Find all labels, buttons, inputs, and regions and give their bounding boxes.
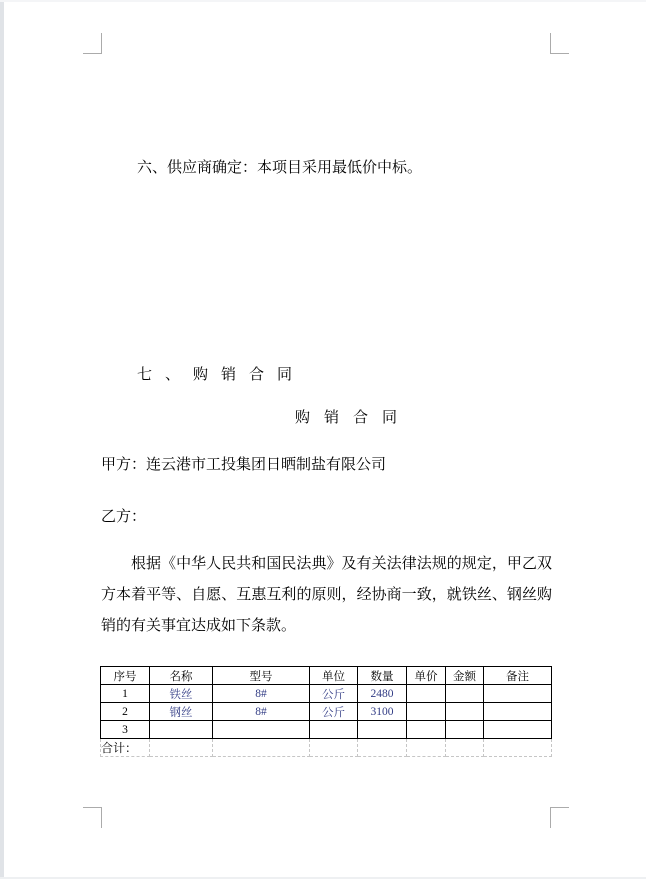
cell-model[interactable] [213, 721, 310, 739]
header-cell-remark[interactable]: 备注 [484, 667, 552, 685]
margin-crop-mark-top-left [83, 33, 102, 54]
total-empty-cell[interactable] [484, 739, 552, 757]
cell-remark[interactable] [484, 685, 552, 703]
intro-paragraph[interactable]: 根据《中华人民共和国民法典》及有关法律法规的规定，甲乙双方本着平等、自愿、互惠互利的原则，经协商一致，就铁丝、钢丝购销的有关事宜达成如下条款。 [101, 556, 552, 634]
cell-name[interactable]: 钢丝 [150, 703, 213, 721]
total-empty-cell[interactable] [358, 739, 407, 757]
header-cell-unit-price[interactable]: 单价 [407, 667, 446, 685]
cell-quantity[interactable]: 2480 [358, 685, 407, 703]
party-a-line[interactable]: 甲方：连云港市工投集团日晒制盐有限公司 [101, 457, 387, 473]
page-edge-left [0, 0, 4, 879]
cell-remark[interactable] [484, 721, 552, 739]
cell-remark[interactable] [484, 703, 552, 721]
margin-crop-mark-bottom-left [83, 807, 102, 828]
total-empty-cell[interactable] [150, 739, 213, 757]
total-empty-cell[interactable] [407, 739, 446, 757]
header-cell-name[interactable]: 名称 [150, 667, 213, 685]
cell-quantity[interactable]: 3100 [358, 703, 407, 721]
goods-table [100, 666, 552, 757]
contract-title[interactable]: 购销合同 [295, 410, 412, 426]
cell-unit-price[interactable] [407, 703, 446, 721]
cell-name[interactable]: 铁丝 [150, 685, 213, 703]
cell-amount[interactable] [446, 721, 484, 739]
cell-amount[interactable] [446, 685, 484, 703]
table-total-row [101, 739, 552, 757]
cell-model[interactable]: 8# [213, 685, 310, 703]
cell-unit[interactable] [310, 721, 358, 739]
cell-unit-price[interactable] [407, 721, 446, 739]
heading-section-seven[interactable]: 七、购销合同 [137, 367, 306, 383]
cell-unit[interactable]: 公斤 [310, 703, 358, 721]
total-empty-cell[interactable] [213, 739, 310, 757]
cell-amount[interactable] [446, 703, 484, 721]
header-cell-amount[interactable]: 金额 [446, 667, 484, 685]
cell-index[interactable]: 3 [101, 721, 150, 739]
cell-index[interactable]: 2 [101, 703, 150, 721]
header-cell-unit[interactable]: 单位 [310, 667, 358, 685]
cell-model[interactable]: 8# [213, 703, 310, 721]
cell-index[interactable]: 1 [101, 685, 150, 703]
header-cell-quantity[interactable]: 数量 [358, 667, 407, 685]
page-edge-top [0, 0, 646, 2]
margin-crop-mark-top-right [550, 33, 569, 54]
goods-table-header-row [101, 667, 552, 685]
margin-crop-mark-bottom-right [550, 807, 569, 828]
total-label-cell[interactable]: 合计： [101, 739, 150, 757]
total-empty-cell[interactable] [310, 739, 358, 757]
cell-quantity[interactable] [358, 721, 407, 739]
heading-section-six[interactable]: 六、供应商确定：本项目采用最低价中标。 [137, 160, 423, 176]
table-row [101, 721, 552, 739]
cell-unit-price[interactable] [407, 685, 446, 703]
party-b-line[interactable]: 乙方： [101, 509, 147, 525]
cell-unit[interactable]: 公斤 [310, 685, 358, 703]
total-empty-cell[interactable] [446, 739, 484, 757]
header-cell-model[interactable]: 型号 [213, 667, 310, 685]
table-row [101, 685, 552, 703]
table-row [101, 703, 552, 721]
cell-name[interactable] [150, 721, 213, 739]
header-cell-index[interactable]: 序号 [101, 667, 150, 685]
